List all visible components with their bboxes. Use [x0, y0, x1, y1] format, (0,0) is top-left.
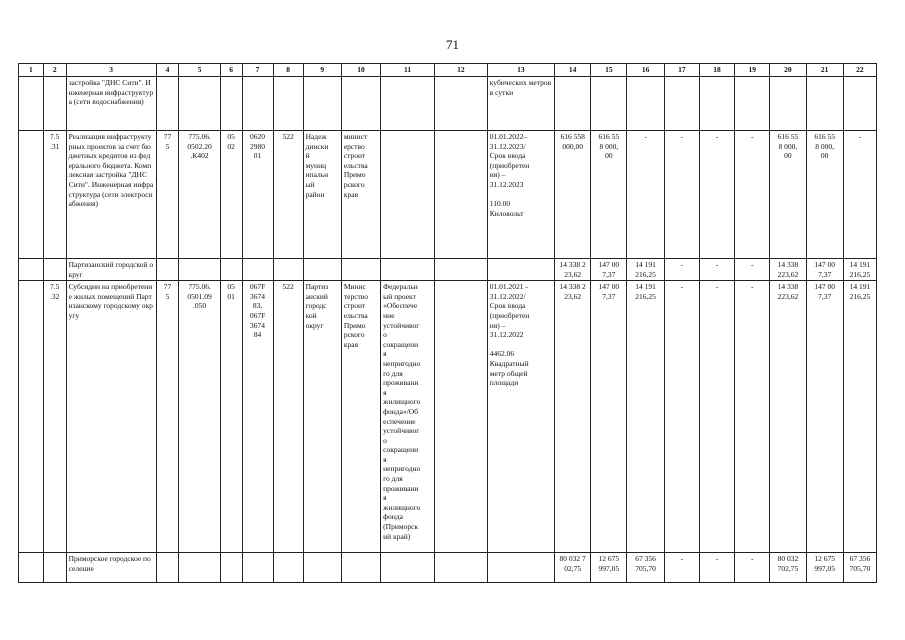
header-cell: 4 [156, 64, 179, 77]
header-cell: 9 [303, 64, 341, 77]
table-cell [179, 259, 220, 281]
table-cell [43, 553, 66, 583]
table-cell: Реализация инфраструктурных проектов за счет бюджетных кредитов из федерального бюджета. Комплексная застройка "ДНС Сити". Инженерная инфраструктура (сети электроснабжения) [66, 131, 156, 259]
table-cell: 147 00 7,37 [806, 259, 843, 281]
table-cell: - [735, 553, 770, 583]
table-cell: 05 02 [220, 131, 242, 259]
table-cell: - [627, 131, 664, 259]
table-cell: 616 55 8 000, 00 [770, 131, 806, 259]
table-row [19, 259, 877, 281]
table-cell: 77 5 [156, 131, 179, 259]
table-cell: Надеж дински й муниц ипальн ый район [303, 131, 341, 259]
header-cell: 20 [770, 64, 806, 77]
table-cell: застройка "ДНС Сити". Инженерная инфраструктура (сети водоснабжения) [66, 77, 156, 131]
table-cell [242, 553, 273, 583]
table-cell [843, 77, 876, 131]
header-cell: 21 [806, 64, 843, 77]
table-cell [434, 77, 487, 131]
table-cell [179, 77, 220, 131]
header-cell: 14 [555, 64, 591, 77]
table-cell: - [699, 281, 734, 553]
header-cell: 12 [434, 64, 487, 77]
table-cell [220, 259, 242, 281]
table-cell [19, 281, 44, 553]
header-cell: 5 [179, 64, 220, 77]
header-cell: 16 [627, 64, 664, 77]
table-cell: 147 00 7,37 [806, 281, 843, 553]
table-cell: 775.06. 0501.09 .050 [179, 281, 220, 553]
table-cell: - [735, 281, 770, 553]
table-cell: 67 356 705,70 [627, 553, 664, 583]
table-cell [434, 259, 487, 281]
table-cell [381, 553, 435, 583]
table-cell: минист ерство строит ельства Примо рского края [341, 131, 380, 259]
table-cell: 14 191 216,25 [627, 281, 664, 553]
table-cell: 14 338 223,62 [770, 259, 806, 281]
page-number: 71 [446, 37, 459, 52]
table-cell [156, 259, 179, 281]
table-cell: 14 191 216,25 [843, 281, 876, 553]
table-cell: 05 01 [220, 281, 242, 553]
table-cell: 067F 3674 83, 067F 3674 84 [242, 281, 273, 553]
table-cell [770, 77, 806, 131]
table-cell: - [699, 553, 734, 583]
table-row [19, 77, 877, 131]
table-cell [43, 77, 66, 131]
header-cell: 3 [66, 64, 156, 77]
table-cell: Минис терство строит ельства Примо рского края [341, 281, 380, 553]
table-cell [156, 553, 179, 583]
table-cell [627, 77, 664, 131]
table-cell: Федеральн ый проект «Обеспече ние устойчивог о сокращени я непригодно го для проживани я жилищного фонда»/Об еспечение устойчивог о сокращени я непригодно го для проживани я жилищного фонда (Приморск ий край) [381, 281, 435, 553]
header-row [19, 64, 877, 77]
table-cell: - [664, 281, 699, 553]
table-cell: Приморское городское поселение [66, 553, 156, 583]
table-cell [303, 553, 341, 583]
table-row [19, 553, 877, 583]
budget-table [18, 63, 877, 583]
table-cell: 616 558 000,00 [555, 131, 591, 259]
table-cell [555, 77, 591, 131]
table-cell [341, 259, 380, 281]
table-cell: 147 00 7,37 [591, 259, 627, 281]
table-cell: - [664, 131, 699, 259]
table-cell: - [664, 553, 699, 583]
table-cell [381, 259, 435, 281]
table-cell [273, 553, 303, 583]
table-cell: 522 [273, 131, 303, 259]
table-cell [487, 553, 554, 583]
table-cell [43, 259, 66, 281]
table-cell [487, 259, 554, 281]
table-cell: 522 [273, 281, 303, 553]
table-cell [699, 77, 734, 131]
table-cell [220, 553, 242, 583]
table-cell: 775.06. 0502.20 .К402 [179, 131, 220, 259]
table-cell [19, 553, 44, 583]
table-cell: 0620 2980 01 [242, 131, 273, 259]
table-cell: 616 55 8 000, 00 [591, 131, 627, 259]
header-cell: 11 [381, 64, 435, 77]
table-cell [273, 259, 303, 281]
table-cell: 01.01.2022– 31.12.2023/ Срок ввода (приобретен ия) – 31.12.2023 110.00 Киловольт [487, 131, 554, 259]
table-cell: 147 00 7,37 [591, 281, 627, 553]
table-cell [179, 553, 220, 583]
header-cell: 22 [843, 64, 876, 77]
header-cell: 6 [220, 64, 242, 77]
header-cell: 10 [341, 64, 380, 77]
table-cell: - [699, 131, 734, 259]
table-cell [220, 77, 242, 131]
table-cell [19, 259, 44, 281]
table-cell [341, 553, 380, 583]
table-cell [242, 259, 273, 281]
table-cell [806, 77, 843, 131]
table-cell: 77 5 [156, 281, 179, 553]
table-cell: - [735, 259, 770, 281]
table-cell: 14 191 216,25 [627, 259, 664, 281]
table-cell: 7.5 .31 [43, 131, 66, 259]
table-cell: 14 191 216,25 [843, 259, 876, 281]
header-cell: 19 [735, 64, 770, 77]
table-cell [381, 77, 435, 131]
table-cell: 14 338 223,62 [770, 281, 806, 553]
header-cell: 2 [43, 64, 66, 77]
table-cell: - [664, 259, 699, 281]
table-cell [303, 259, 341, 281]
header-cell: 18 [699, 64, 734, 77]
table-cell: 01.01.2021 - 31.12.2022/ Срок ввода (приобретен ия) – 31.12.2022 4462.06 Квадратный метр общей площади [487, 281, 554, 553]
table-row [19, 131, 877, 259]
table-cell [19, 77, 44, 131]
table-cell [434, 281, 487, 553]
table-cell [664, 77, 699, 131]
table-cell: Партизанский городской округ [66, 259, 156, 281]
table-cell: кубических метров в сутки [487, 77, 554, 131]
table-cell: Партиз анский городс кой округ [303, 281, 341, 553]
header-cell: 7 [242, 64, 273, 77]
table-cell [591, 77, 627, 131]
table-cell: 616 55 8 000, 00 [806, 131, 843, 259]
header-cell: 17 [664, 64, 699, 77]
table-cell: Субсидии на приобретение жилых помещений Партизанскому городскому округу [66, 281, 156, 553]
table-row [19, 281, 877, 553]
table-cell: 7.5 .32 [43, 281, 66, 553]
table-cell [434, 131, 487, 259]
table-cell [341, 77, 380, 131]
table-cell: 12 675 997,05 [806, 553, 843, 583]
table-cell [735, 77, 770, 131]
table-cell [273, 77, 303, 131]
table-cell [434, 553, 487, 583]
table-cell: 14 338 2 23,62 [555, 281, 591, 553]
table-cell: - [699, 259, 734, 281]
table-cell [303, 77, 341, 131]
table-cell: - [735, 131, 770, 259]
table-cell: 67 356 705,70 [843, 553, 876, 583]
table-cell [156, 77, 179, 131]
table-cell [242, 77, 273, 131]
table-cell [381, 131, 435, 259]
header-cell: 1 [19, 64, 44, 77]
table-cell: - [843, 131, 876, 259]
header-cell: 8 [273, 64, 303, 77]
table-cell: 80 032 702,75 [770, 553, 806, 583]
table-cell: 14 338 2 23,62 [555, 259, 591, 281]
table-cell: 80 032 7 02,75 [555, 553, 591, 583]
table-cell: 12 675 997,05 [591, 553, 627, 583]
table-cell [19, 131, 44, 259]
header-cell: 13 [487, 64, 554, 77]
header-cell: 15 [591, 64, 627, 77]
